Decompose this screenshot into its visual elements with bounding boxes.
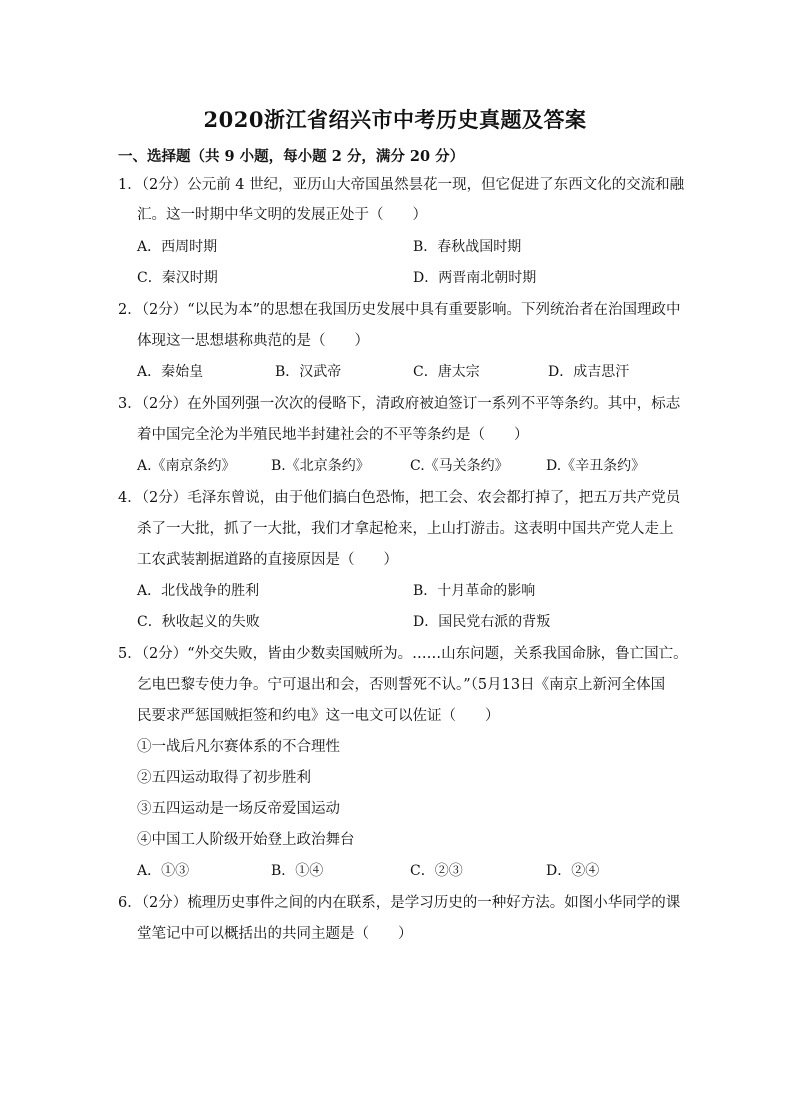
question-1-option-a[interactable]: A．西周时期 [137, 239, 218, 255]
question-6-line-1: 6．（2分）梳理历史事件之间的内在联系，是学习历史的一种好方法。如图小华同学的课 [118, 895, 681, 911]
question-5-statement-1: ①一战后凡尔赛体系的不合理性 [137, 739, 340, 755]
question-2-line-1: 2．（2分）“以民为本”的思想在我国历史发展中具有重要影响。下列统治者在治国理政中 [118, 302, 681, 318]
page-title: 2020浙江省绍兴市中考历史真题及答案 [203, 107, 587, 132]
question-5-line-2: 乞电巴黎专使力争。宁可退出和会，否则誓死不认。”（5月13日《南京上新河全体国 [137, 677, 666, 693]
question-2-option-a[interactable]: A．秦始皇 [137, 364, 204, 380]
question-5-statement-3: ③五四运动是一场反帝爱国运动 [137, 801, 340, 817]
question-3-option-c[interactable]: C.《马关条约》 [410, 458, 509, 474]
question-4-option-d[interactable]: D．国民党右派的背叛 [413, 614, 551, 630]
question-1-line-2: 汇。这一时期中华文明的发展正处于（ ） [137, 207, 427, 223]
question-4-option-a[interactable]: A．北伐战争的胜利 [137, 583, 260, 599]
question-3-line-1: 3．（2分）在外国列强一次次的侵略下，清政府被迫签订一系列不平等条约。其中，标志 [118, 396, 681, 412]
question-5-statement-4: ④中国工人阶级开始登上政治舞台 [137, 832, 355, 848]
question-6-line-2: 堂笔记中可以概括出的共同主题是（ ） [137, 926, 413, 942]
question-4-option-c[interactable]: C．秋收起义的失败 [137, 614, 260, 630]
question-1-line-1: 1．（2分）公元前 4 世纪，亚历山大帝国虽然昙花一现，但它促进了东西文化的交流和融 [118, 177, 685, 193]
question-3-option-d[interactable]: D.《辛丑条约》 [546, 458, 646, 474]
question-4-option-b[interactable]: B．十月革命的影响 [413, 583, 536, 599]
question-5-statement-2: ②五四运动取得了初步胜利 [137, 770, 311, 786]
question-4-line-2: 杀了一大批，抓了一大批，我们才拿起枪来，上山打游击。这表明中国共产党人走上 [137, 521, 674, 537]
question-2-option-c[interactable]: C．唐太宗 [413, 364, 480, 380]
question-5-option-a[interactable]: A．①③ [137, 863, 190, 879]
question-5-line-3: 民要求严惩国贼拒签和约电》这一电文可以佐证（ ） [137, 708, 500, 724]
question-3-option-b[interactable]: B.《北京条约》 [271, 458, 370, 474]
question-2-line-2: 体现这一思想堪称典范的是（ ） [137, 333, 369, 349]
question-1-option-c[interactable]: C．秦汉时期 [137, 270, 218, 286]
question-2-option-b[interactable]: B．汉武帝 [275, 364, 342, 380]
question-4-line-1: 4．（2分）毛泽东曾说，由于他们搞白色恐怖，把工会、农会都打掉了，把五万共产党员 [118, 490, 681, 506]
question-1-option-b[interactable]: B．春秋战国时期 [413, 239, 522, 255]
question-5-line-1: 5．（2分）“外交失败，皆由少数卖国贼所为。……山东问题，关系我国命脉，鲁亡国亡。 [118, 646, 688, 662]
section-heading: 一、选择题（共 9 小题，每小题 2 分，满分 20 分） [118, 148, 465, 165]
question-3-option-a[interactable]: A.《南京条约》 [137, 458, 236, 474]
question-5-option-d[interactable]: D．②④ [546, 863, 600, 879]
question-1-option-d[interactable]: D．两晋南北朝时期 [413, 270, 537, 286]
question-2-option-d[interactable]: D．成吉思汗 [548, 364, 630, 380]
question-5-option-b[interactable]: B．①④ [271, 863, 324, 879]
question-4-line-3: 工农武装割据道路的直接原因是（ ） [137, 552, 398, 568]
question-5-option-c[interactable]: C．②③ [410, 863, 463, 879]
question-3-line-2: 着中国完全沦为半殖民地半封建社会的不平等条约是（ ） [137, 427, 529, 443]
